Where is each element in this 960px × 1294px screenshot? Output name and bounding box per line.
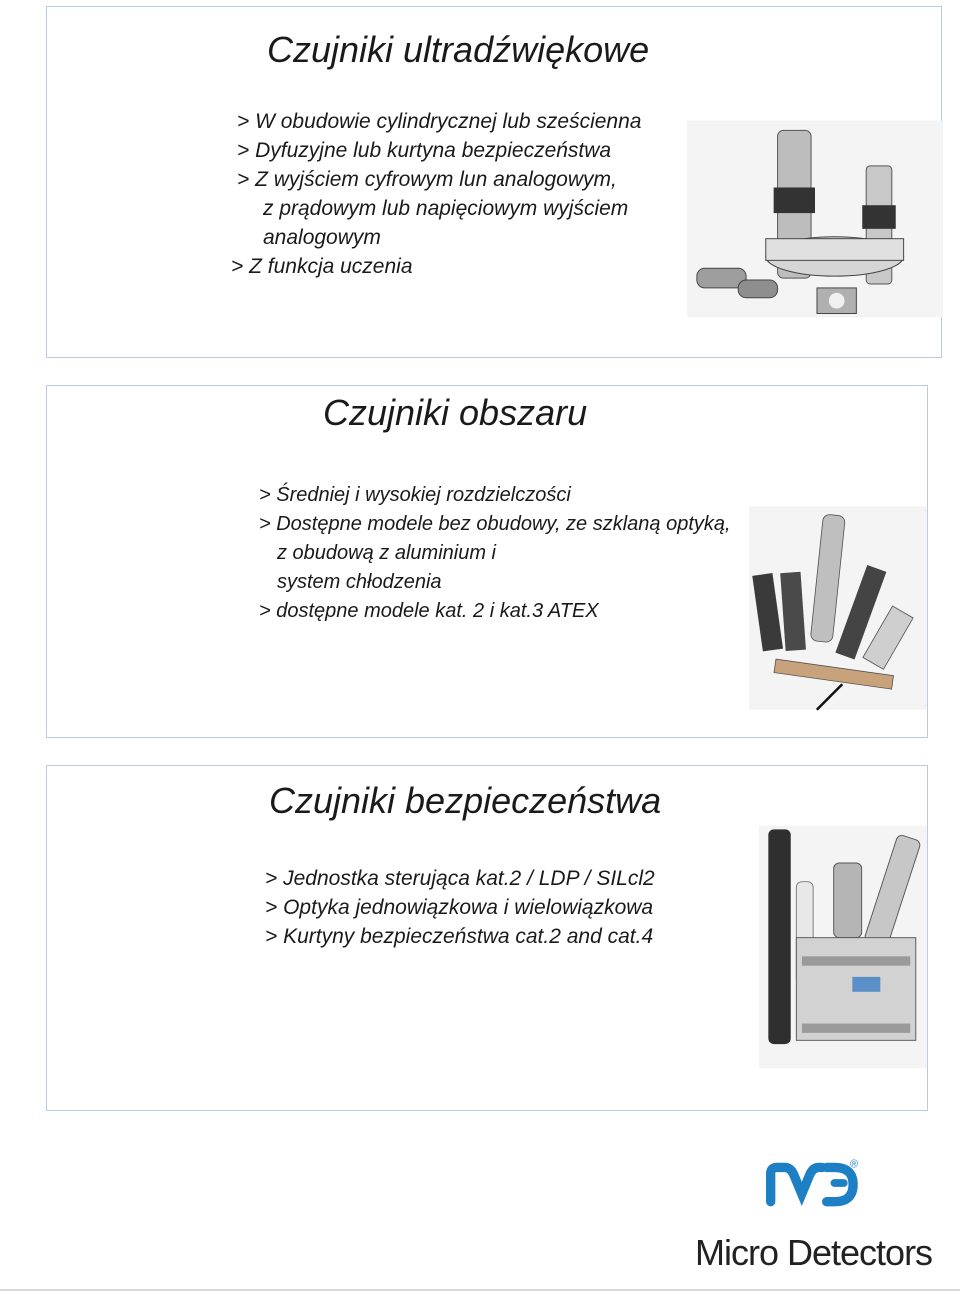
list-item: > W obudowie cylindrycznej lub sześcienna [237, 110, 642, 133]
area-sensors-photo-icon [749, 488, 927, 728]
footer-divider [0, 1289, 960, 1291]
section-title: Czujniki ultradźwiękowe [267, 29, 650, 70]
section-title: Czujniki bezpieczeństwa [269, 780, 662, 821]
section-area [46, 385, 928, 738]
bullet-list [231, 107, 642, 281]
list-item: system chłodzenia [277, 571, 442, 593]
list-item: > Średniej i wysokiej rozdzielczości [259, 484, 571, 506]
list-item: > Kurtyny bezpieczeństwa cat.2 and cat.4 [265, 925, 654, 948]
safety-sensors-photo-icon [759, 816, 927, 1078]
section-ultrasonic [46, 6, 942, 358]
list-item: > Jednostka sterująca kat.2 / LDP / SILcl2 [265, 867, 655, 890]
list-item: analogowym [263, 226, 381, 249]
registered-mark: ® [850, 1158, 859, 1171]
list-item: > Z funkcja uczenia [231, 255, 413, 278]
list-item: > Dyfuzyjne lub kurtyna bezpieczeństwa [237, 139, 612, 162]
section-title: Czujniki obszaru [323, 392, 588, 433]
list-item: z obudową z aluminium i [277, 542, 496, 564]
list-item: > dostępne modele kat. 2 i kat.3 ATEX [259, 600, 599, 622]
bullet-list [265, 864, 655, 951]
section-safety [46, 765, 928, 1111]
list-item: > Optyka jednowiązkowa i wielowiązkowa [265, 896, 654, 919]
list-item: z prądowym lub napięciowym wyjściem [263, 197, 629, 220]
list-item: > Z wyjściem cyfrowym lun analogowym, [237, 168, 617, 191]
bullet-list [259, 481, 731, 626]
brand-name: Micro Detectors [695, 1232, 933, 1273]
micro-detectors-logo-icon [690, 1155, 940, 1225]
list-item: > Dostępne modele bez obudowy, ze szklaną optyką, [259, 513, 731, 535]
ultrasonic-sensors-photo-icon [687, 119, 943, 319]
